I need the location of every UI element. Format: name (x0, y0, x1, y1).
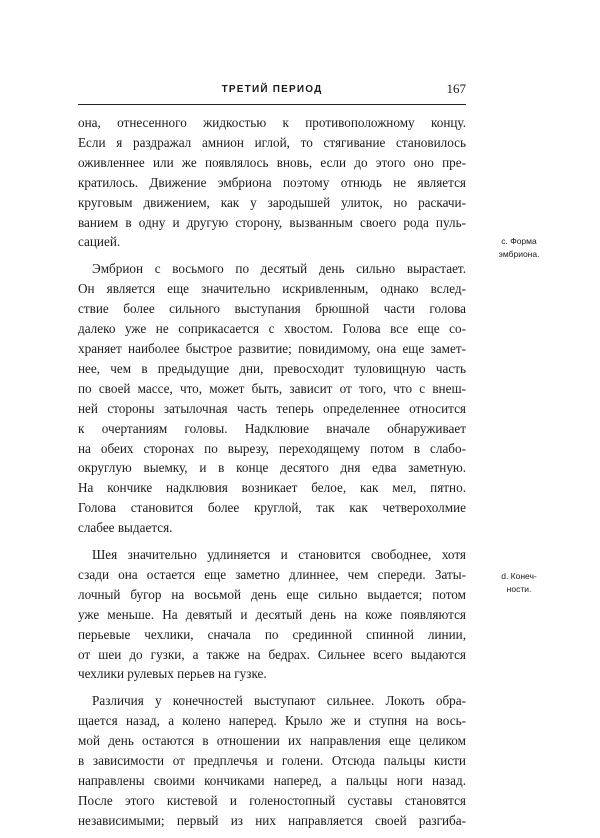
text-line: Эмбрион с восьмого по десятый день сильно вырастает. (92, 261, 466, 277)
text-line: Шея значительно удлиняется и становится свободнее, хотя (92, 547, 466, 563)
text-line: оживленнее или же появлялось вновь, если до этого оно пре- (78, 154, 466, 170)
paragraph-4 (78, 691, 466, 830)
text-line: круговым движением, как у зародышей улиток, но раскачи- (78, 194, 466, 210)
text-line: уже меньше. На девятый и десятый день на коже появляются (78, 606, 466, 622)
text-line: лочный бугор на восьмой день еще сильно выдается; потом (78, 586, 466, 602)
text-line: На кончике надклювия возникает белое, как мел, пятно. (78, 480, 466, 496)
paragraph-3 (78, 545, 466, 684)
text-line: к очертаниям головы. Надклювие вначале обнаруживает (78, 420, 466, 436)
text-line: Если я раздражал амнион иглой, то стягивание становилось (78, 134, 466, 150)
margin-note-line: d. Конеч- (501, 571, 537, 581)
text-line: Различия у конечностей выступают сильнее. Локоть обра- (92, 693, 466, 709)
text-line: по своей массе, что, может быть, зависит от того, что с внеш- (78, 380, 466, 396)
header-rule (78, 104, 466, 105)
running-title: ТРЕТИЙ ПЕРИОД (221, 84, 323, 95)
paragraph-2 (78, 259, 466, 538)
text-line: далеко уже не соприкасается с хвостом. Голова все еще со- (78, 321, 466, 337)
text-line: направлены своими кончиками наперед, а пальцы ноги назад. (78, 773, 466, 788)
margin-note-limbs (478, 570, 560, 596)
margin-note-line: эмбриона. (498, 249, 540, 259)
text-line: сзади она остается еще заметно длиннее, чем спереди. Заты- (78, 566, 466, 582)
text-line: она, отнесенного жидкостью к противоположному концу. (78, 115, 466, 130)
text-line: кратилось. Движение эмбриона поэтому отнюдь не является (78, 174, 466, 190)
text-line: ней стороны затылочная часть теперь определеннее относится (78, 400, 466, 416)
text-line: нее, чем в предыдущие дни, превосходит туловищную часть (78, 360, 466, 376)
text-line: храняет наиболее быстрое развитие; повидимому, она еще замет- (78, 340, 466, 356)
text-line: ствие более сильного выступания брюшной части голова (78, 301, 466, 317)
text-line: перьевые чехлики, сначала по срединной спинной линии, (78, 626, 466, 642)
text-line: ванием в одну и другую сторону, вызванным своего рода пуль- (78, 214, 466, 230)
text-line: на обеих сторонах по вырезу, переходящему потом в слабо- (78, 440, 466, 456)
text-line: сацией. (78, 234, 121, 250)
text-line: округлую выемку, и в конце десятого дня едва заметную. (78, 460, 466, 476)
text-line: Он является еще значительно искривленным, однако вслед- (78, 281, 466, 297)
text-line: щается назад, а колено наперед. Крыло же и ступня на вось- (78, 713, 466, 729)
margin-note-line: c. Форма (501, 236, 537, 246)
paragraph-1 (78, 113, 466, 252)
text-line: мой день остаются в отношении их направления еще целиком (78, 733, 466, 749)
text-line: слабее выдается. (78, 520, 173, 536)
margin-note-line: ности. (506, 584, 532, 594)
text-line: от шеи до гузки, а также на бедрах. Сильнее всего выдаются (78, 646, 466, 662)
text-line: в зависимости от предплечья и голени. Отсюда пальцы кисти (78, 753, 466, 769)
text-line: После этого кистевой и голеностопный суставы становятся (78, 792, 466, 808)
page-body (78, 113, 466, 838)
margin-note-embryo-form (478, 235, 560, 261)
text-line: Голова становится более круглой, так как четверохолмие (78, 500, 466, 516)
text-line: чехлики рулевых перьев на гузке. (78, 666, 267, 682)
running-header (78, 81, 466, 98)
text-line: независимыми; первый из них направляется своей разгиба- (78, 812, 466, 828)
page-number: 167 (446, 81, 466, 96)
